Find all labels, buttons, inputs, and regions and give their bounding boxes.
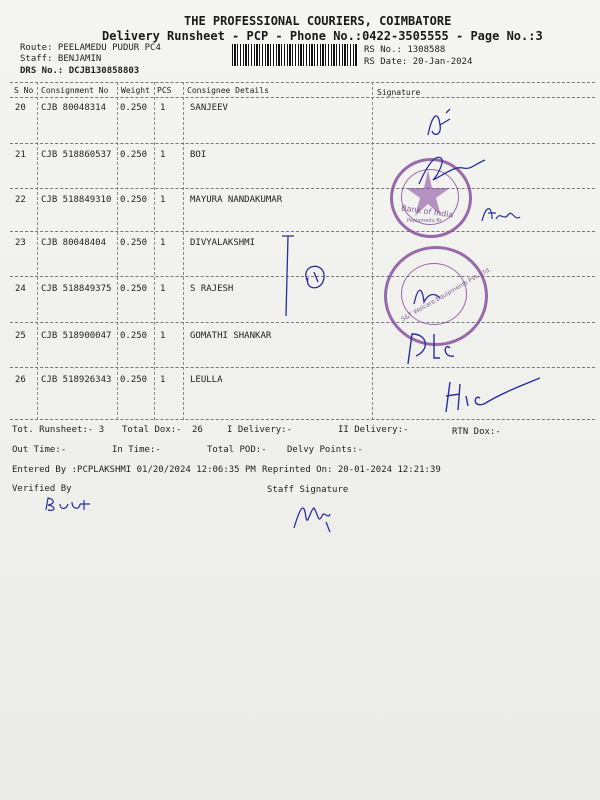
rs-number: RS No.: 1308588 xyxy=(364,45,446,55)
row-sno: 26 xyxy=(15,375,26,385)
row-weight: 0.250 xyxy=(120,238,148,248)
row-consignment: CJB 80048404 xyxy=(41,238,107,248)
entered-by: Entered By :PCPLAKSHMI 01/20/2024 12:06:35 PM xyxy=(12,465,256,475)
staff-signature xyxy=(290,494,340,534)
row-consignee: SANJEEV xyxy=(190,103,228,113)
company-title: THE PROFESSIONAL COURIERS, COIMBATORE xyxy=(184,14,452,28)
row-consignee: LEULLA xyxy=(190,375,223,385)
row-weight: 0.250 xyxy=(120,284,148,294)
row-sno: 25 xyxy=(15,331,26,341)
row-weight: 0.250 xyxy=(120,103,148,113)
row-sno: 24 xyxy=(15,284,26,294)
rtn-dox-label: RTN Dox:- xyxy=(452,427,501,437)
row-pcs: 1 xyxy=(160,375,166,385)
total-dox-value: 26 xyxy=(192,425,203,435)
row-consignment: CJB 518849375 xyxy=(41,284,112,294)
company-stamp-name: S&T Welcare Equipments Pvt. Ltd. xyxy=(400,265,493,324)
out-time-label: Out Time:- xyxy=(12,445,67,455)
i-delivery-label: I Delivery:- xyxy=(227,425,293,435)
bank-stamp-branch: Peelamedu Br. xyxy=(407,218,443,224)
row-consignment: CJB 518900047 xyxy=(41,331,112,341)
signature-row-24 xyxy=(408,280,448,310)
row-consignee: S RAJESH xyxy=(190,284,234,294)
col-header-weight: Weight xyxy=(121,86,150,95)
col-header-consignee: Consignee Details xyxy=(187,86,269,95)
row-consignment: CJB 518849310 xyxy=(41,195,112,205)
staff-signature-label: Staff Signature xyxy=(267,485,349,495)
signature-row-20 xyxy=(420,105,460,145)
table-row xyxy=(12,150,600,164)
staff-label: Staff: BENJAMIN xyxy=(20,54,102,64)
reprinted-on: Reprinted On: 20-01-2024 12:21:39 xyxy=(262,465,441,475)
in-time-label: In Time:- xyxy=(112,445,161,455)
barcode xyxy=(232,44,358,66)
row-consignment: CJB 518860537 xyxy=(41,150,112,160)
row-weight: 0.250 xyxy=(120,331,148,341)
row-sno: 22 xyxy=(15,195,26,205)
row-sno: 21 xyxy=(15,150,26,160)
verified-by-label: Verified By xyxy=(12,484,72,494)
row-pcs: 1 xyxy=(160,195,166,205)
ii-delivery-label: II Delivery:- xyxy=(338,425,409,435)
table-row xyxy=(12,103,600,117)
runsheet-subtitle: Delivery Runsheet - PCP - Phone No.:0422-3505555 - Page No.:3 xyxy=(102,29,543,43)
row-weight: 0.250 xyxy=(120,375,148,385)
total-runsheet: Tot. Runsheet:- 3 xyxy=(12,425,105,435)
row-consignment: CJB 80048314 xyxy=(41,103,107,113)
col-header-signature: Signature xyxy=(377,88,421,97)
table-row xyxy=(12,331,600,345)
row-consignee: GOMATHI SHANKAR xyxy=(190,331,272,341)
rs-date: RS Date: 20-Jan-2024 xyxy=(364,57,473,67)
row-sno: 20 xyxy=(15,103,26,113)
total-dox-label: Total Dox:- xyxy=(122,425,182,435)
row-pcs: 1 xyxy=(160,150,166,160)
drs-number: DRS No.: DCJB130858803 xyxy=(20,66,140,76)
row-consignee: DIVYALAKSHMI xyxy=(190,238,256,248)
signature-row-23 xyxy=(278,232,348,322)
verified-by-signature xyxy=(42,496,102,516)
col-header-pcs: PCS xyxy=(157,86,172,95)
signature-row-21 xyxy=(415,146,495,191)
row-weight: 0.250 xyxy=(120,150,148,160)
row-pcs: 1 xyxy=(160,331,166,341)
row-consignment: CJB 518926343 xyxy=(41,375,112,385)
col-header-consignment: Consignment No xyxy=(41,86,109,95)
row-weight: 0.250 xyxy=(120,195,148,205)
signature-row-25 xyxy=(400,328,470,368)
row-sno: 23 xyxy=(15,238,26,248)
delvy-points-label: Delvy Points:- xyxy=(287,445,363,455)
signature-row-26 xyxy=(440,372,550,417)
signature-row-22 xyxy=(478,199,528,229)
row-consignee: BOI xyxy=(190,150,207,160)
row-pcs: 1 xyxy=(160,103,166,113)
col-header-sno: S No xyxy=(14,86,34,95)
row-consignee: MAYURA NANDAKUMAR xyxy=(190,195,283,205)
route-label: Route: PEELAMEDU PUDUR PC4 xyxy=(20,43,161,53)
total-pod-label: Total POD:- xyxy=(207,445,267,455)
bank-stamp-name: Bank of India xyxy=(400,203,454,220)
row-pcs: 1 xyxy=(160,238,166,248)
row-pcs: 1 xyxy=(160,284,166,294)
